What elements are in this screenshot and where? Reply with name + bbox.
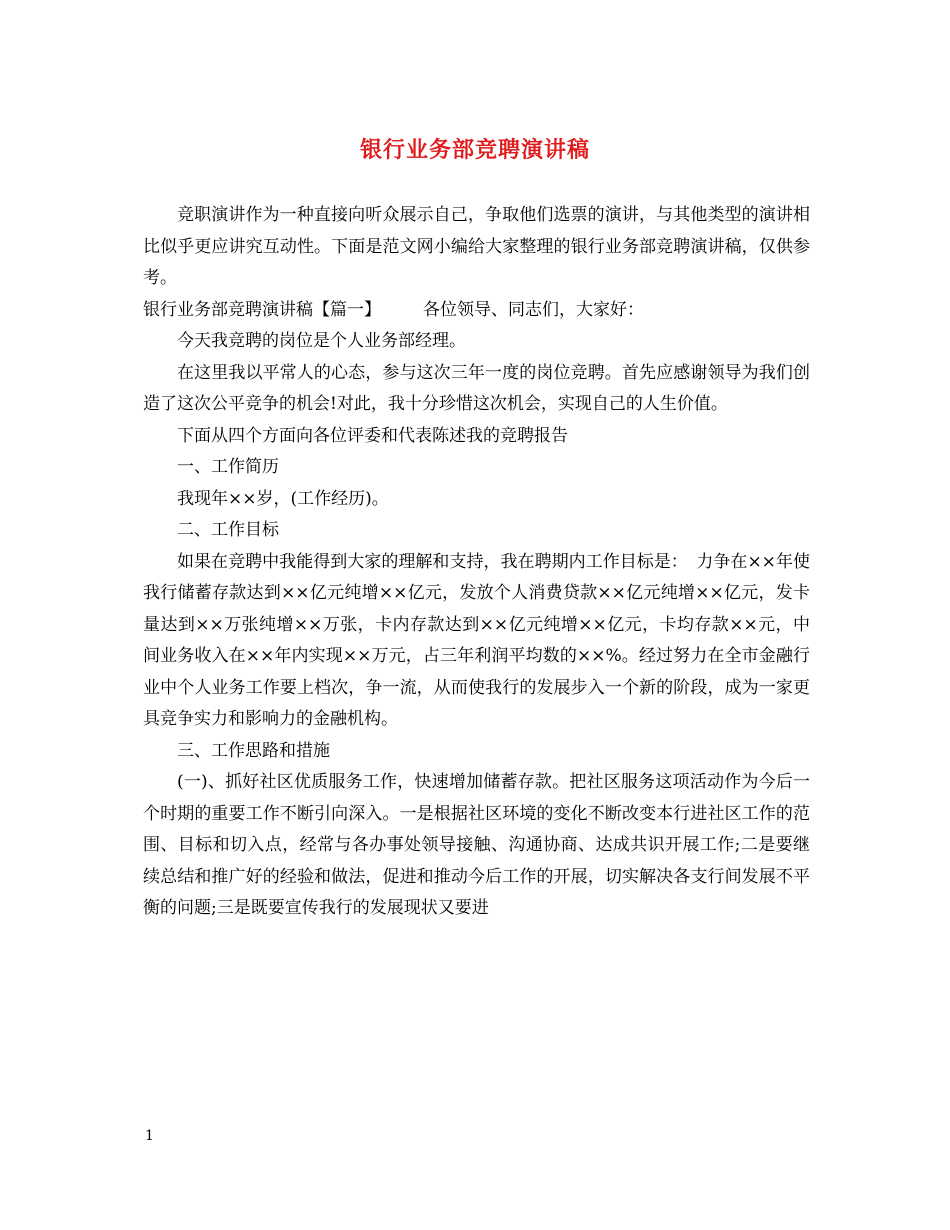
paragraph: 在这里我以平常人的心态，参与这次三年一度的岗位竞聘。首先应感谢领导为我们创造了这次公平竞争的机会!对此，我十分珍惜这次机会，实现自己的人生价值。 [143, 362, 810, 414]
greeting: 各位领导、同志们，大家好： [423, 299, 644, 320]
heading-work-measures: 三、工作思路和措施 [177, 740, 330, 761]
paragraph: 我现年××岁，(工作经历)。 [177, 488, 389, 509]
paragraph: (一)、抓好社区优质服务工作，快速增加储蓄存款。把社区服务这项活动作为今后一个时期的重要工作不断引向深入。一是根据社区环境的变化不断改变本行进社区工作的范围、目标和切入点，经常与各办事处领导接触、沟通协商、达成共识开展工作;二是要继续总结和推广好的经验和做法，促进和推动今后工作的开展，切实解决各支行间发展不平衡的问题;三是既要宣传我行的发展现状又要进 [143, 772, 810, 918]
page-number: 1 [145, 1128, 154, 1144]
paragraph: 如果在竞聘中我能得到大家的理解和支持，我在聘期内工作目标是： 力争在××年使我行储蓄存款达到××亿元纯增××亿元，发放个人消费贷款××亿元纯增××亿元，发卡量达到××万张纯增××万张，卡内存款达到××亿元纯增××亿元，卡均存款××元，中间业务收入在××年内实现××万元，占三年利润平均数的××%。经过努力在全市金融行业中个人业务工作要上档次，争一流，从而使我行的发展步入一个新的阶段，成为一家更具竞争实力和影响力的金融机构。 [143, 551, 810, 729]
intro-paragraph: 竞职演讲作为一种直接向听众展示自己，争取他们选票的演讲，与其他类型的演讲相比似乎更应讲究互动性。下面是范文网小编给大家整理的银行业务部竞聘演讲稿，仅供参考。 [143, 205, 810, 288]
heading-work-goals: 二、工作目标 [177, 520, 279, 540]
paragraph: 下面从四个方面向各位评委和代表陈述我的竞聘报告 [177, 425, 568, 446]
paragraph: 今天我竞聘的岗位是个人业务部经理。 [177, 331, 466, 351]
section-heading-line [143, 295, 810, 327]
section-heading: 银行业务部竞聘演讲稿【篇一】 [143, 299, 381, 320]
document-body [143, 200, 810, 925]
document-title: 银行业务部竞聘演讲稿 [359, 137, 590, 163]
heading-work-history: 一、工作简历 [177, 457, 279, 477]
